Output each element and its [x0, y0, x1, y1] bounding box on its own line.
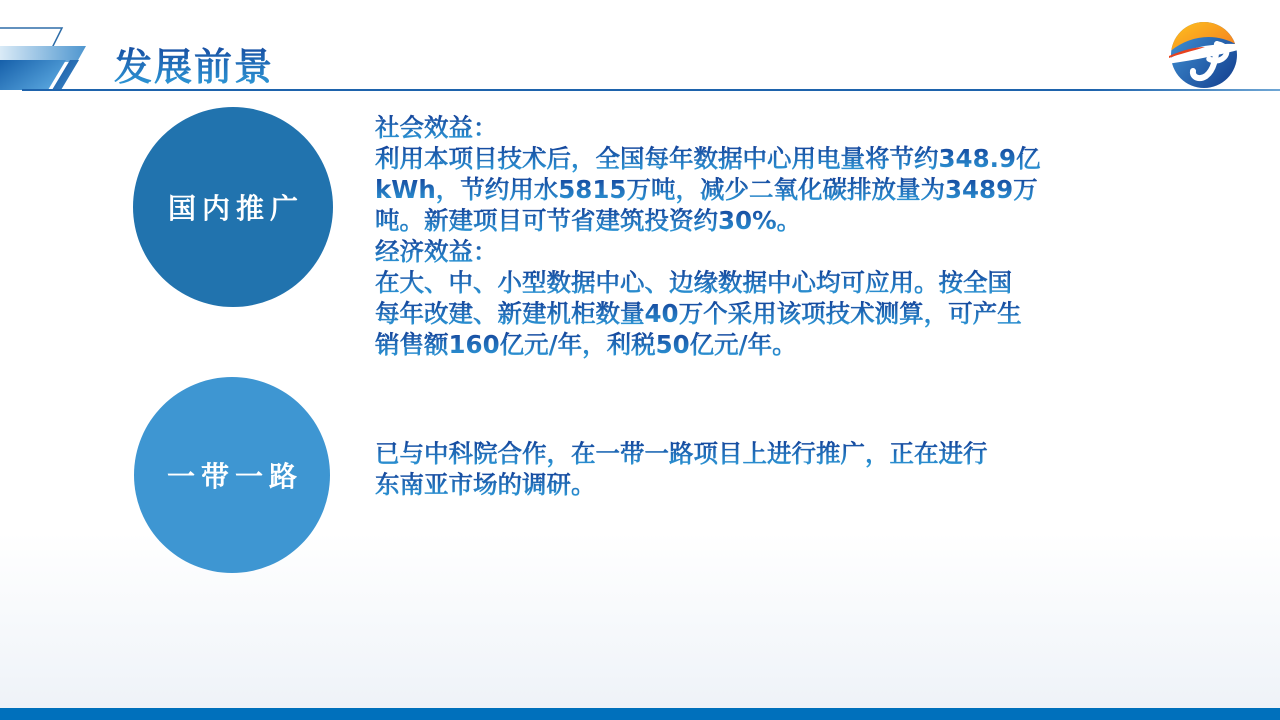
- topic-circle-belt-road: [134, 377, 330, 573]
- topic-circle-belt-road-label: 一带一路: [166, 460, 303, 493]
- domestic-benefits-text: [375, 112, 1095, 360]
- body-line: 在大、中、小型数据中心、边缘数据中心均可应用。按全国: [375, 267, 1095, 298]
- body-line: 吨。新建项目可节省建筑投资约30%。: [375, 205, 1095, 236]
- company-logo-icon: [1163, 16, 1263, 92]
- economic-benefit-heading: 经济效益：: [375, 236, 1095, 267]
- topic-circle-domestic-label: 国内推广: [167, 192, 304, 225]
- belt-road-text: [375, 438, 1095, 500]
- body-line: 东南亚市场的调研。: [375, 469, 1095, 500]
- corner-decoration-icon: [0, 24, 110, 94]
- body-line: 利用本项目技术后，全国每年数据中心用电量将节约348.9亿: [375, 143, 1095, 174]
- page-title: 发展前景: [114, 36, 274, 91]
- bottom-accent-bar: [0, 708, 1280, 720]
- body-line: kWh，节约用水5815万吨，减少二氧化碳排放量为3489万: [375, 174, 1095, 205]
- title-divider: [22, 89, 1280, 91]
- social-benefit-heading: 社会效益：: [375, 112, 1095, 143]
- topic-circle-domestic: [133, 107, 333, 307]
- body-line: 已与中科院合作，在一带一路项目上进行推广，正在进行: [375, 438, 1095, 469]
- body-line: 每年改建、新建机柜数量40万个采用该项技术测算，可产生: [375, 298, 1095, 329]
- body-line: 销售额160亿元/年，利税50亿元/年。: [375, 329, 1095, 360]
